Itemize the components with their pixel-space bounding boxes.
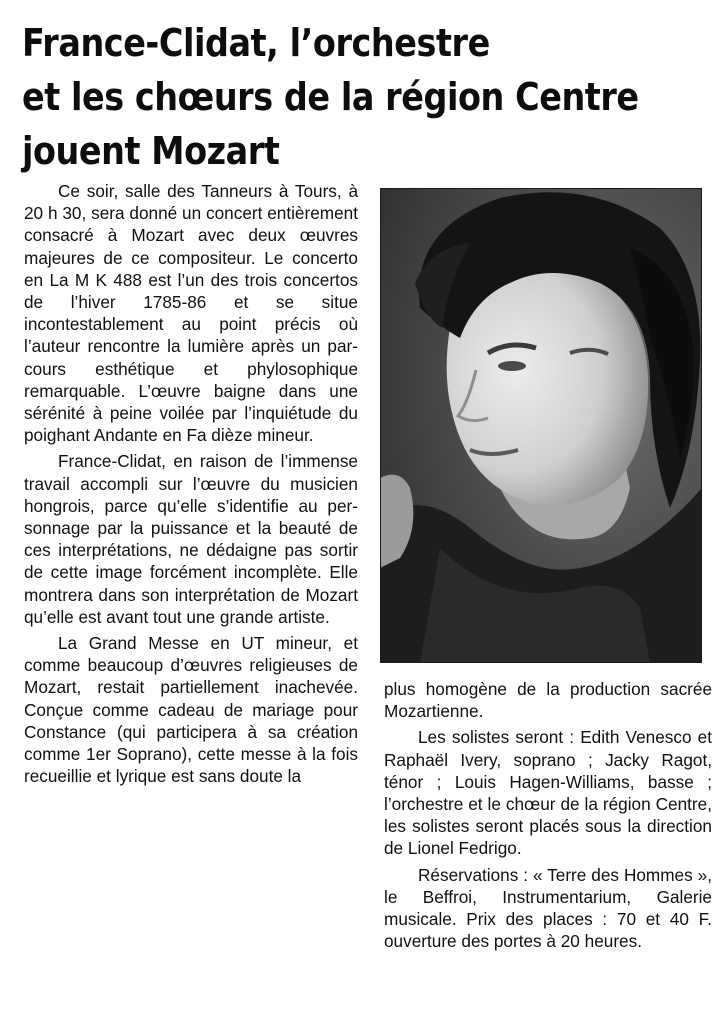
headline-line-1: France-Clidat, l’orchestre [22,21,490,65]
paragraph-messe: La Grand Messe en UT mineur, et comme beaucoup d’œuvres religieuses de Mozart, restait partiellement inachevée. Conçue comme cadeau de mariage pour Constance (qui participera à sa création comme 1er Soprano), cette messe à la fois recueillie et lyrique est sans doute la [24,633,358,787]
headline-line-3: jouent Mozart [22,129,280,173]
article-headline [22,16,708,178]
headline-line-2: et les chœurs de la région Centre [22,75,639,119]
paragraph-reservations: Réservations : « Terre des Hommes », le Beffroi, Instrumentarium, Galerie musicale. Prix des places : 70 et 40 F. ouverture des portes à 20 heures. [384,864,712,952]
paragraph-soloist: France-Clidat, en raison de l’immense travail accompli sur l’œuvre du musicien hongrois, parce qu’elle s’identifie au personnage par la puissance et la beauté de ces interprétations, ne dédaigne pas sortir de cette image forcément incomplète. Elle montrera dans son interprétation de Mozart qu’elle est avant tout une grande artiste. [24,451,358,627]
paragraph-continued: plus homogène de la production sacrée Mozartienne. [384,679,712,722]
article-right-column [384,678,712,952]
portrait-photo [380,188,702,663]
paragraph-intro: Ce soir, salle des Tanneurs à Tours, à 20 h 30, sera donné un concert entièrement consacré à Mozart avec deux œuvres majeures de ce compositeur. Le concerto en La M K 488 est l’un des trois concertos de l’hiver 1785-86 et se situe incontestablement au point précis où l’auteur rencontre la lumière après un parcours esthétique et phylosophique remarquable. L’œuvre baigne dans une sérénité à peine voilée par l’inquiétude du poighant Andante en Fa dièze mineur. [24,181,358,446]
portrait-photo-icon [380,188,702,663]
article-left-column [24,180,358,787]
paragraph-soloists: Les solistes seront : Edith Venesco et Raphaël Ivery, soprano ; Jacky Ragot, ténor ; Louis Hagen-Williams, basse ; l’orchestre et le chœur de la région Centre, les solistes seront placés sous la direction de Lionel Fedrigo. [384,727,712,859]
